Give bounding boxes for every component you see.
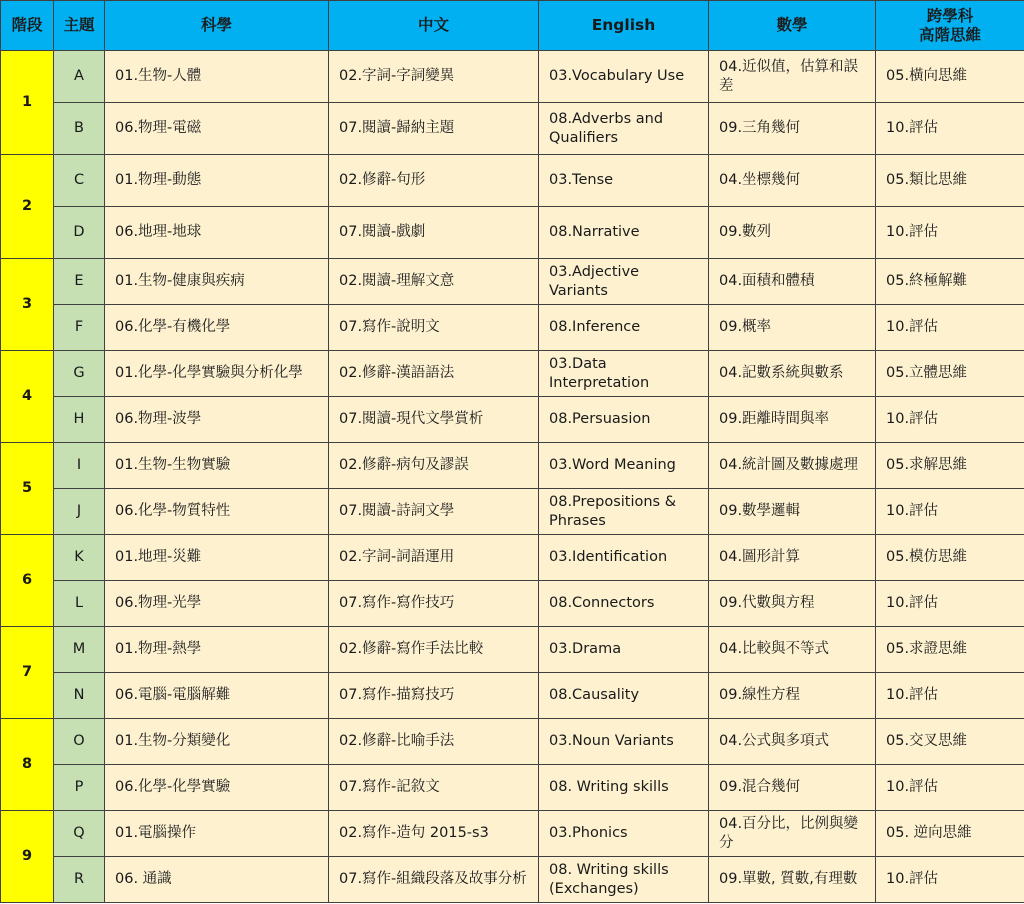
science-cell: 01.生物-生物實驗 bbox=[105, 443, 329, 489]
stage-cell: 3 bbox=[1, 259, 54, 351]
english-cell: 03.Tense bbox=[539, 155, 709, 207]
table-row bbox=[1, 207, 1024, 259]
topic-cell: N bbox=[54, 673, 105, 719]
english-cell: 03.Drama bbox=[539, 627, 709, 673]
topic-cell: O bbox=[54, 719, 105, 765]
chinese-cell: 07.閱讀-現代文學賞析 bbox=[329, 397, 539, 443]
chinese-cell: 02.修辭-比喻手法 bbox=[329, 719, 539, 765]
math-cell: 09.概率 bbox=[709, 305, 876, 351]
topic-cell: P bbox=[54, 765, 105, 811]
cross-subject-cell: 10.評估 bbox=[876, 489, 1024, 535]
stage-cell: 2 bbox=[1, 155, 54, 259]
science-cell: 06.化學-化學實驗 bbox=[105, 765, 329, 811]
topic-cell: G bbox=[54, 351, 105, 397]
english-cell: 03.Word Meaning bbox=[539, 443, 709, 489]
math-cell: 04.百分比，比例與變分 bbox=[709, 811, 876, 857]
science-cell: 01.化學-化學實驗與分析化學 bbox=[105, 351, 329, 397]
math-cell: 09.線性方程 bbox=[709, 673, 876, 719]
math-cell: 09.三角幾何 bbox=[709, 103, 876, 155]
science-cell: 06.物理-電磁 bbox=[105, 103, 329, 155]
english-cell: 08. Writing skills (Exchanges) bbox=[539, 857, 709, 903]
chinese-cell: 02.閱讀-理解文意 bbox=[329, 259, 539, 305]
math-cell: 09.單數, 質數,有理數 bbox=[709, 857, 876, 903]
english-cell: 08.Persuasion bbox=[539, 397, 709, 443]
header-row bbox=[1, 1, 1024, 51]
science-cell: 01.生物-分類變化 bbox=[105, 719, 329, 765]
header-chinese: 中文 bbox=[329, 1, 539, 51]
topic-cell: J bbox=[54, 489, 105, 535]
stage-cell: 6 bbox=[1, 535, 54, 627]
english-cell: 08. Writing skills bbox=[539, 765, 709, 811]
table-row bbox=[1, 673, 1024, 719]
stage-cell: 5 bbox=[1, 443, 54, 535]
topic-cell: K bbox=[54, 535, 105, 581]
chinese-cell: 07.閱讀-戲劇 bbox=[329, 207, 539, 259]
english-cell: 03.Vocabulary Use bbox=[539, 51, 709, 103]
english-cell: 03.Noun Variants bbox=[539, 719, 709, 765]
cross-subject-cell: 10.評估 bbox=[876, 673, 1024, 719]
chinese-cell: 02.字詞-詞語運用 bbox=[329, 535, 539, 581]
stage-cell: 4 bbox=[1, 351, 54, 443]
table-row bbox=[1, 155, 1024, 207]
topic-cell: D bbox=[54, 207, 105, 259]
chinese-cell: 07.寫作-記敘文 bbox=[329, 765, 539, 811]
science-cell: 01.電腦操作 bbox=[105, 811, 329, 857]
topic-cell: A bbox=[54, 51, 105, 103]
topic-cell: F bbox=[54, 305, 105, 351]
english-cell: 08.Connectors bbox=[539, 581, 709, 627]
chinese-cell: 07.閱讀-詩詞文學 bbox=[329, 489, 539, 535]
science-cell: 01.物理-動態 bbox=[105, 155, 329, 207]
topic-cell: C bbox=[54, 155, 105, 207]
cross-subject-cell: 05.模仿思維 bbox=[876, 535, 1024, 581]
math-cell: 04.比較與不等式 bbox=[709, 627, 876, 673]
english-cell: 03.Phonics bbox=[539, 811, 709, 857]
science-cell: 06.化學-有機化學 bbox=[105, 305, 329, 351]
topic-cell: I bbox=[54, 443, 105, 489]
math-cell: 09.數學邏輯 bbox=[709, 489, 876, 535]
english-cell: 03.Data Interpretation bbox=[539, 351, 709, 397]
cross-subject-cell: 10.評估 bbox=[876, 103, 1024, 155]
science-cell: 06. 通識 bbox=[105, 857, 329, 903]
cross-subject-cell: 05.交叉思維 bbox=[876, 719, 1024, 765]
table-row bbox=[1, 51, 1024, 103]
table-row bbox=[1, 103, 1024, 155]
math-cell: 04.坐標幾何 bbox=[709, 155, 876, 207]
math-cell: 04.公式與多項式 bbox=[709, 719, 876, 765]
table-row bbox=[1, 489, 1024, 535]
math-cell: 04.圖形計算 bbox=[709, 535, 876, 581]
table-row bbox=[1, 397, 1024, 443]
table-row bbox=[1, 443, 1024, 489]
chinese-cell: 02.修辭-寫作手法比較 bbox=[329, 627, 539, 673]
stage-cell: 1 bbox=[1, 51, 54, 155]
chinese-cell: 02.修辭-病句及謬誤 bbox=[329, 443, 539, 489]
cross-subject-cell: 10.評估 bbox=[876, 397, 1024, 443]
chinese-cell: 02.修辭-漢語語法 bbox=[329, 351, 539, 397]
topic-cell: B bbox=[54, 103, 105, 155]
chinese-cell: 02.寫作-造句 2015-s3 bbox=[329, 811, 539, 857]
topic-cell: L bbox=[54, 581, 105, 627]
table-row bbox=[1, 857, 1024, 903]
english-cell: 08.Adverbs and Qualifiers bbox=[539, 103, 709, 155]
table-row bbox=[1, 305, 1024, 351]
header-stage: 階段 bbox=[1, 1, 54, 51]
cross-subject-cell: 05.求證思維 bbox=[876, 627, 1024, 673]
cross-subject-cell: 10.評估 bbox=[876, 765, 1024, 811]
math-cell: 04.統計圖及數據處理 bbox=[709, 443, 876, 489]
table-row bbox=[1, 351, 1024, 397]
chinese-cell: 07.寫作-說明文 bbox=[329, 305, 539, 351]
header-cross-line1: 跨學科 bbox=[926, 6, 974, 25]
english-cell: 08.Narrative bbox=[539, 207, 709, 259]
topic-cell: R bbox=[54, 857, 105, 903]
cross-subject-cell: 05.立體思維 bbox=[876, 351, 1024, 397]
math-cell: 09.距離時間與率 bbox=[709, 397, 876, 443]
cross-subject-cell: 10.評估 bbox=[876, 305, 1024, 351]
math-cell: 04.面積和體積 bbox=[709, 259, 876, 305]
english-cell: 03.Identification bbox=[539, 535, 709, 581]
science-cell: 01.生物-健康與疾病 bbox=[105, 259, 329, 305]
table-row bbox=[1, 719, 1024, 765]
science-cell: 06.物理-光學 bbox=[105, 581, 329, 627]
math-cell: 04.近似值，估算和誤差 bbox=[709, 51, 876, 103]
header-math: 數學 bbox=[709, 1, 876, 51]
table-row bbox=[1, 581, 1024, 627]
header-science: 科學 bbox=[105, 1, 329, 51]
math-cell: 04.記數系統與數系 bbox=[709, 351, 876, 397]
cross-subject-cell: 05.求解思維 bbox=[876, 443, 1024, 489]
stage-cell: 7 bbox=[1, 627, 54, 719]
header-topic: 主題 bbox=[54, 1, 105, 51]
stage-cell: 9 bbox=[1, 811, 54, 903]
english-cell: 08.Causality bbox=[539, 673, 709, 719]
english-cell: 08.Prepositions & Phrases bbox=[539, 489, 709, 535]
table-body bbox=[1, 51, 1024, 903]
science-cell: 06.地理-地球 bbox=[105, 207, 329, 259]
math-cell: 09.混合幾何 bbox=[709, 765, 876, 811]
topic-cell: M bbox=[54, 627, 105, 673]
header-cross-subject bbox=[876, 1, 1024, 51]
cross-subject-cell: 10.評估 bbox=[876, 857, 1024, 903]
topic-cell: Q bbox=[54, 811, 105, 857]
cross-subject-cell: 05.終極解難 bbox=[876, 259, 1024, 305]
science-cell: 01.地理-災難 bbox=[105, 535, 329, 581]
cross-subject-cell: 05.類比思維 bbox=[876, 155, 1024, 207]
math-cell: 09.數列 bbox=[709, 207, 876, 259]
science-cell: 06.化學-物質特性 bbox=[105, 489, 329, 535]
chinese-cell: 02.修辭-句形 bbox=[329, 155, 539, 207]
chinese-cell: 07.寫作-描寫技巧 bbox=[329, 673, 539, 719]
topic-cell: E bbox=[54, 259, 105, 305]
science-cell: 01.生物-人體 bbox=[105, 51, 329, 103]
header-english: English bbox=[539, 1, 709, 51]
english-cell: 08.Inference bbox=[539, 305, 709, 351]
science-cell: 06.物理-波學 bbox=[105, 397, 329, 443]
chinese-cell: 07.寫作-寫作技巧 bbox=[329, 581, 539, 627]
table-row bbox=[1, 259, 1024, 305]
cross-subject-cell: 10.評估 bbox=[876, 207, 1024, 259]
chinese-cell: 07.寫作-組織段落及故事分析 bbox=[329, 857, 539, 903]
cross-subject-cell: 05. 逆向思維 bbox=[876, 811, 1024, 857]
stage-cell: 8 bbox=[1, 719, 54, 811]
table-row bbox=[1, 765, 1024, 811]
header-cross-line2: 高階思維 bbox=[918, 25, 981, 44]
cross-subject-cell: 10.評估 bbox=[876, 581, 1024, 627]
chinese-cell: 02.字詞-字詞變異 bbox=[329, 51, 539, 103]
chinese-cell: 07.閱讀-歸納主題 bbox=[329, 103, 539, 155]
science-cell: 01.物理-熱學 bbox=[105, 627, 329, 673]
math-cell: 09.代數與方程 bbox=[709, 581, 876, 627]
english-cell: 03.Adjective Variants bbox=[539, 259, 709, 305]
table-row bbox=[1, 811, 1024, 857]
topic-cell: H bbox=[54, 397, 105, 443]
cross-subject-cell: 05.橫向思維 bbox=[876, 51, 1024, 103]
table-row bbox=[1, 627, 1024, 673]
science-cell: 06.電腦-電腦解難 bbox=[105, 673, 329, 719]
table-row bbox=[1, 535, 1024, 581]
